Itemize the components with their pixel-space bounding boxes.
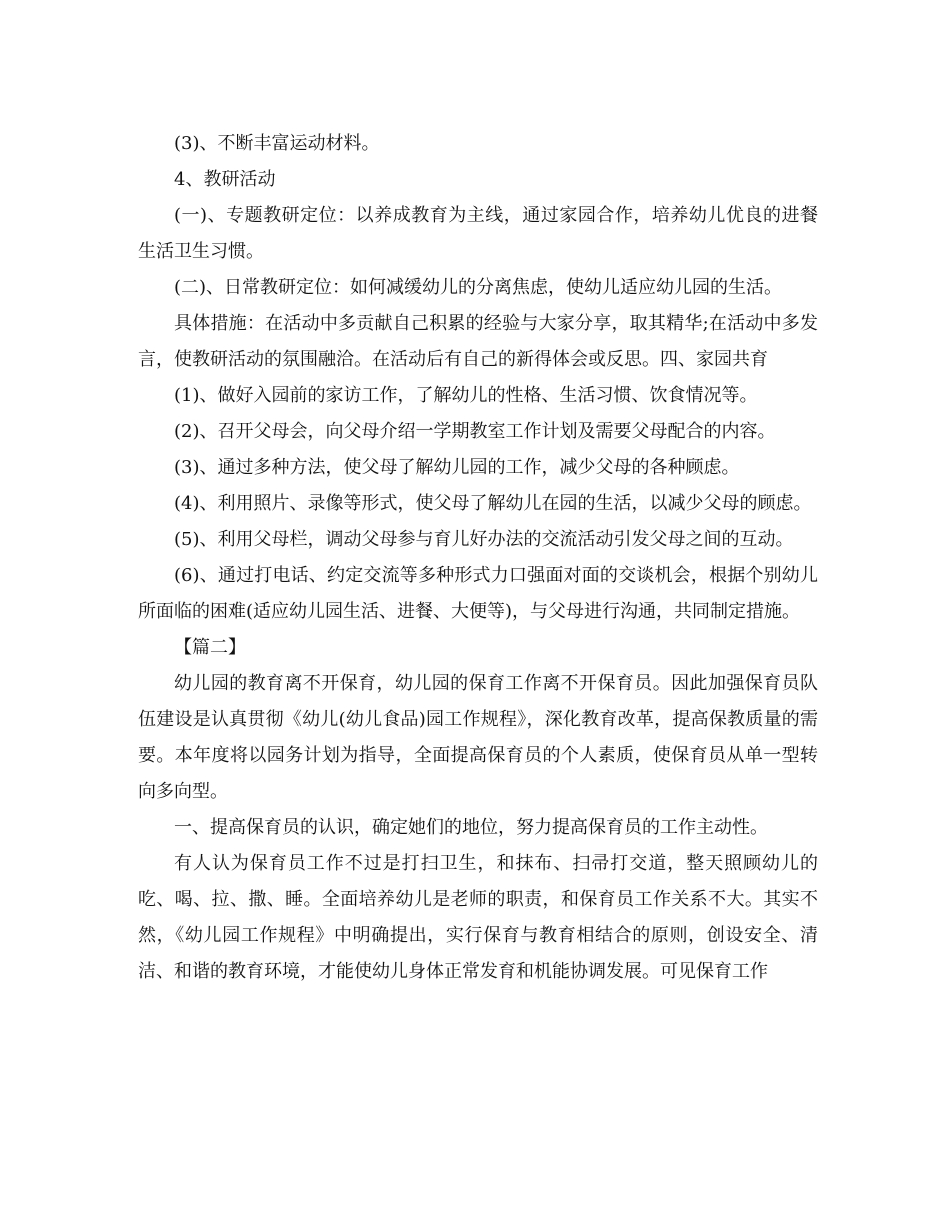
paragraph-improve-awareness: 一、提高保育员的认识，确定她们的地位，努力提高保育员的工作主动性。: [174, 817, 768, 838]
paragraph-motion-materials: (3)、不断丰富运动材料。: [174, 133, 380, 154]
paragraph-caregiver-work: 有人认为保育员工作不过是打扫卫生，和抹布、扫帚打交道，整天照顾幼儿的吃、喝、拉、撒、睡。全面培养幼儿是老师的职责，和保育员工作关系不大。其实不然，《幼儿园工作规程》中明确提出，实行保育与教育相结合的原则，创设安全、清洁、和谐的教育环境，才能使幼儿身体正常发育和机能协调发展。可见保育工作: [138, 853, 818, 982]
heading-part-two: 【篇二】: [174, 637, 246, 658]
paragraph-special-research: (一)、专题教研定位：以养成教育为主线，通过家园合作，培养幼儿优良的进餐生活卫生习惯。: [138, 205, 818, 262]
paragraph-specific-measures: 具体措施：在活动中多贡献自己积累的经验与大家分享，取其精华;在活动中多发言，使教研活动的氛围融洽。在活动后有自己的新得体会或反思。四、家园共育: [138, 313, 818, 370]
paragraph-daily-research: (二)、日常教研定位：如何减缓幼儿的分离焦虑，使幼儿适应幼儿园的生活。: [174, 277, 783, 298]
paragraph-parent-column: (5)、利用父母栏，调动父母参与育儿好办法的交流活动引发父母之间的互动。: [174, 529, 794, 550]
paragraph-photos-videos: (4)、利用照片、录像等形式，使父母了解幼儿在园的生活，以减少父母的顾虑。: [174, 493, 812, 514]
paragraph-kindergarten-education: 幼儿园的教育离不开保育，幼儿园的保育工作离不开保育员。因此加强保育员队伍建设是认真贯彻《幼儿(幼儿食品)园工作规程》，深化教育改革，提高保教质量的需要。本年度将以园务计划为指导，全面提高保育员的个人素质，使保育员从单一型转向多向型。: [138, 673, 818, 802]
paragraph-home-visit: (1)、做好入园前的家访工作，了解幼儿的性格、生活习惯、饮食情况等。: [174, 385, 758, 406]
paragraph-phone-communication: (6)、通过打电话、约定交流等多种形式力口强面对面的交谈机会，根据个别幼儿所面临的困难(适应幼儿园生活、进餐、大便等)，与父母进行沟通，共同制定措施。: [138, 565, 818, 622]
heading-teaching-research: 4、教研活动: [174, 169, 276, 190]
paragraph-parent-meeting: (2)、召开父母会，向父母介绍一学期教室工作计划及需要父母配合的内容。: [174, 421, 776, 442]
document-body: [138, 126, 818, 990]
paragraph-various-methods: (3)、通过多种方法，使父母了解幼儿园的工作，减少父母的各种顾虑。: [174, 457, 740, 478]
